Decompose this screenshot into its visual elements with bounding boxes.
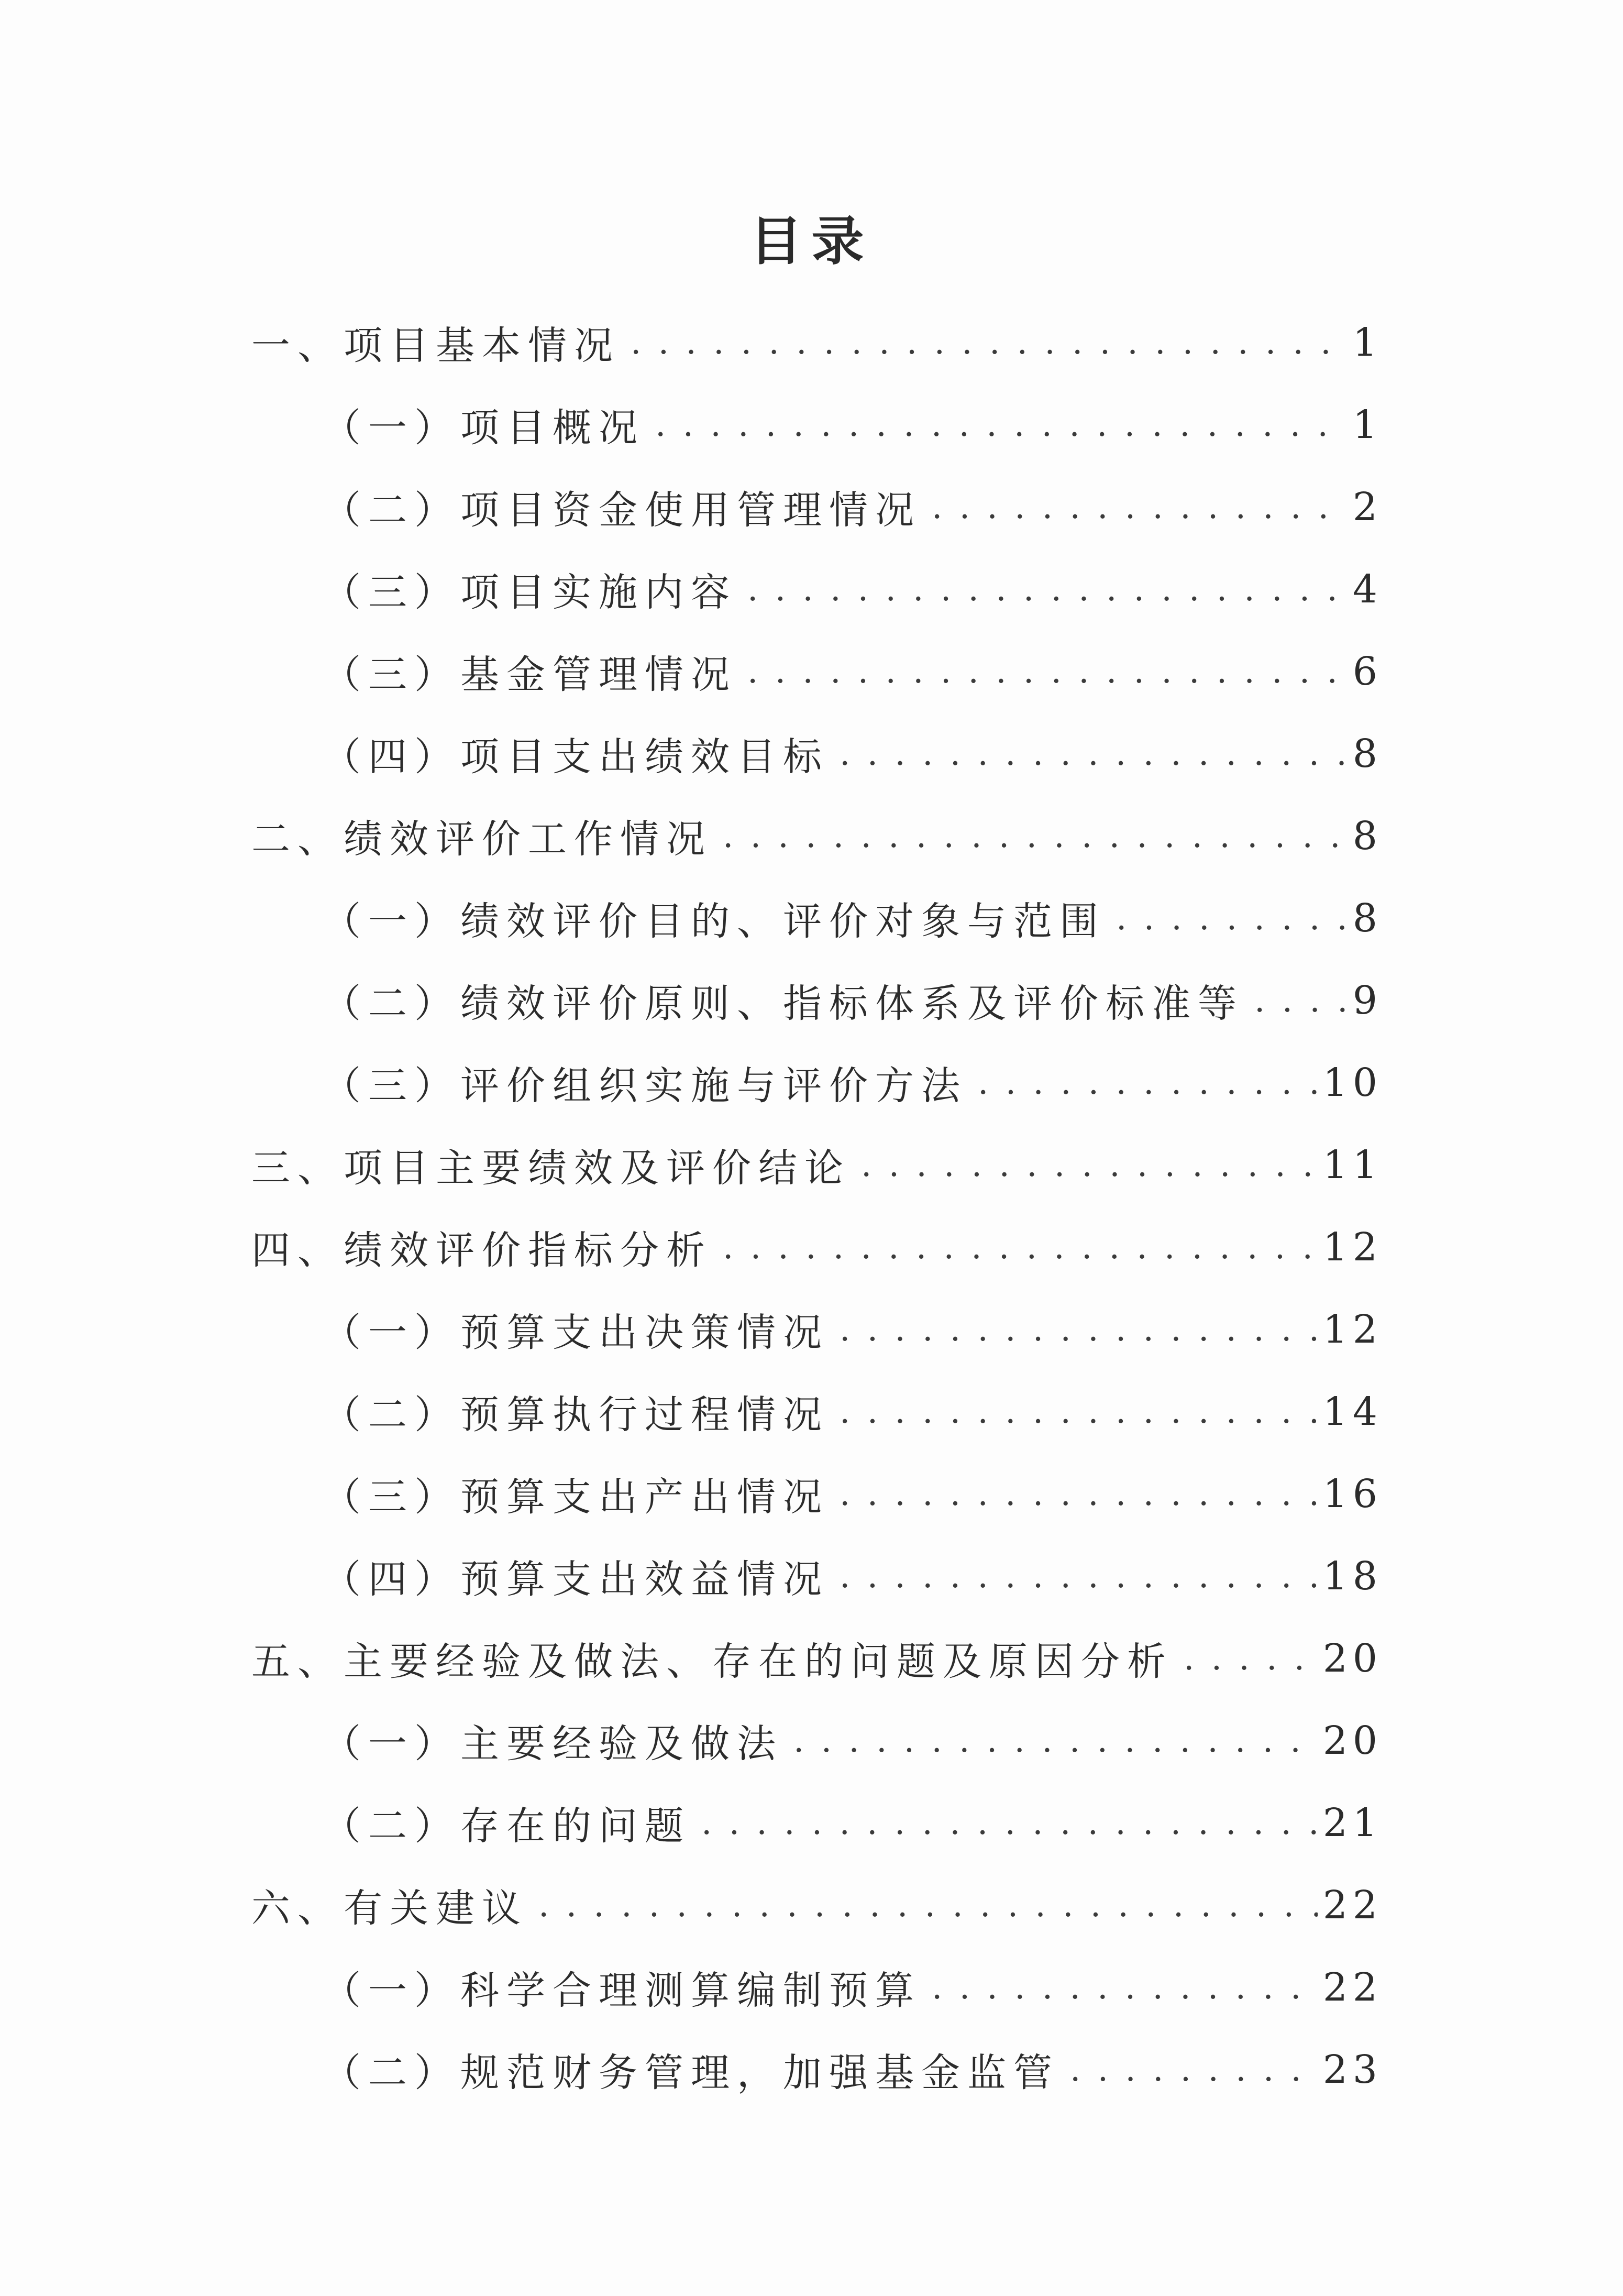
toc-entry-label: （三）评价组织实施与评价方法 [322, 1063, 967, 1108]
toc-dot-leader [840, 734, 1348, 773]
toc-subsection-entry[interactable] [251, 959, 1383, 1041]
toc-page-number: 1 [1352, 402, 1383, 447]
toc-page-number: 22 [1322, 1964, 1383, 2010]
toc-subsection-entry[interactable] [251, 1782, 1383, 1864]
toc-page-number: 12 [1322, 1224, 1383, 1270]
toc-entry-label: （一）科学合理测算编制预算 [322, 1968, 921, 2013]
toc-page-number: 8 [1352, 731, 1383, 776]
toc-entry-label: 一、项目基本情况 [251, 323, 620, 368]
toc-subsection-entry[interactable] [251, 1288, 1383, 1370]
toc-subsection-entry[interactable] [251, 630, 1383, 712]
table-of-contents [251, 301, 1383, 2111]
toc-subsection-entry[interactable] [251, 1453, 1383, 1535]
toc-page-number: 20 [1322, 1635, 1383, 1681]
toc-dot-leader [631, 323, 1348, 362]
toc-entry-label: （三）预算支出产出情况 [322, 1474, 829, 1520]
toc-dot-leader [723, 1228, 1318, 1267]
toc-page-number: 18 [1322, 1553, 1383, 1599]
toc-subsection-entry[interactable] [251, 1041, 1383, 1124]
toc-subsection-entry[interactable] [251, 548, 1383, 630]
toc-page-number: 4 [1352, 566, 1383, 612]
toc-subsection-entry[interactable] [251, 383, 1383, 466]
toc-page-number: 8 [1352, 813, 1383, 859]
toc-dot-leader [793, 1721, 1318, 1760]
toc-section-entry[interactable] [251, 795, 1383, 877]
toc-subsection-entry[interactable] [251, 1370, 1383, 1453]
toc-dot-leader [932, 488, 1348, 526]
toc-section-entry[interactable] [251, 1864, 1383, 1946]
toc-subsection-entry[interactable] [251, 877, 1383, 959]
toc-entry-label: （二）存在的问题 [322, 1803, 691, 1849]
toc-dot-leader [840, 1475, 1318, 1513]
toc-subsection-entry[interactable] [251, 1699, 1383, 1782]
toc-entry-label: （一）项目概况 [322, 405, 645, 451]
toc-page-number: 10 [1322, 1060, 1383, 1105]
toc-dot-leader [1184, 1639, 1318, 1678]
toc-dot-leader [1116, 899, 1348, 938]
toc-section-entry[interactable] [251, 1617, 1383, 1699]
toc-dot-leader [723, 817, 1348, 855]
toc-entry-label: （二）规范财务管理，加强基金监管 [322, 2050, 1059, 2095]
toc-page-number: 23 [1322, 2047, 1383, 2092]
toc-page-number: 21 [1322, 1800, 1383, 1845]
toc-dot-leader [1070, 2050, 1318, 2089]
toc-dot-leader [978, 1063, 1318, 1102]
toc-entry-label: 二、绩效评价工作情况 [251, 816, 712, 862]
toc-page-number: 9 [1352, 977, 1383, 1023]
toc-entry-label: （二）项目资金使用管理情况 [322, 487, 921, 533]
toc-dot-leader [701, 1804, 1318, 1842]
toc-entry-label: （三）基金管理情况 [322, 652, 737, 697]
toc-dot-leader [747, 652, 1348, 691]
toc-entry-label: （二）预算执行过程情况 [322, 1392, 829, 1437]
toc-dot-leader [840, 1392, 1318, 1431]
toc-page-number: 16 [1322, 1471, 1383, 1517]
toc-dot-leader [861, 1146, 1318, 1184]
toc-subsection-entry[interactable] [251, 1535, 1383, 1617]
toc-dot-leader [840, 1310, 1318, 1349]
toc-dot-leader [538, 1886, 1318, 1925]
toc-entry-label: （四）项目支出绩效目标 [322, 734, 829, 779]
toc-dot-leader [1254, 981, 1348, 1020]
toc-section-entry[interactable] [251, 1124, 1383, 1206]
toc-subsection-entry[interactable] [251, 712, 1383, 795]
toc-entry-label: （二）绩效评价原则、指标体系及评价标准等 [322, 981, 1244, 1026]
page-title: 目录 [749, 211, 874, 272]
toc-entry-label: 六、有关建议 [251, 1885, 528, 1931]
toc-section-entry[interactable] [251, 301, 1383, 383]
toc-entry-label: （三）项目实施内容 [322, 569, 737, 615]
toc-page-number: 14 [1322, 1389, 1383, 1434]
toc-entry-label: 五、主要经验及做法、存在的问题及原因分析 [251, 1639, 1173, 1684]
toc-page-number: 6 [1352, 649, 1383, 694]
toc-entry-label: （一）绩效评价目的、评价对象与范围 [322, 898, 1106, 944]
toc-page-number: 20 [1322, 1718, 1383, 1763]
toc-entry-label: （一）预算支出决策情况 [322, 1310, 829, 1355]
toc-section-entry[interactable] [251, 1206, 1383, 1288]
toc-entry-label: 三、项目主要绩效及评价结论 [251, 1145, 851, 1191]
toc-page-number: 11 [1322, 1142, 1383, 1188]
toc-page-number: 2 [1352, 484, 1383, 530]
toc-subsection-entry[interactable] [251, 2028, 1383, 2111]
toc-subsection-entry[interactable] [251, 466, 1383, 548]
toc-dot-leader [932, 1968, 1318, 2007]
toc-entry-label: （四）预算支出效益情况 [322, 1556, 829, 1602]
toc-dot-leader [747, 570, 1348, 609]
toc-page-number: 1 [1352, 320, 1383, 365]
toc-page-number: 12 [1322, 1306, 1383, 1352]
toc-entry-label: （一）主要经验及做法 [322, 1721, 783, 1766]
toc-subsection-entry[interactable] [251, 1946, 1383, 2028]
toc-page-number: 22 [1322, 1882, 1383, 1928]
toc-page-number: 8 [1352, 895, 1383, 941]
toc-dot-leader [655, 405, 1348, 444]
toc-entry-label: 四、绩效评价指标分析 [251, 1227, 712, 1273]
toc-dot-leader [840, 1557, 1318, 1596]
